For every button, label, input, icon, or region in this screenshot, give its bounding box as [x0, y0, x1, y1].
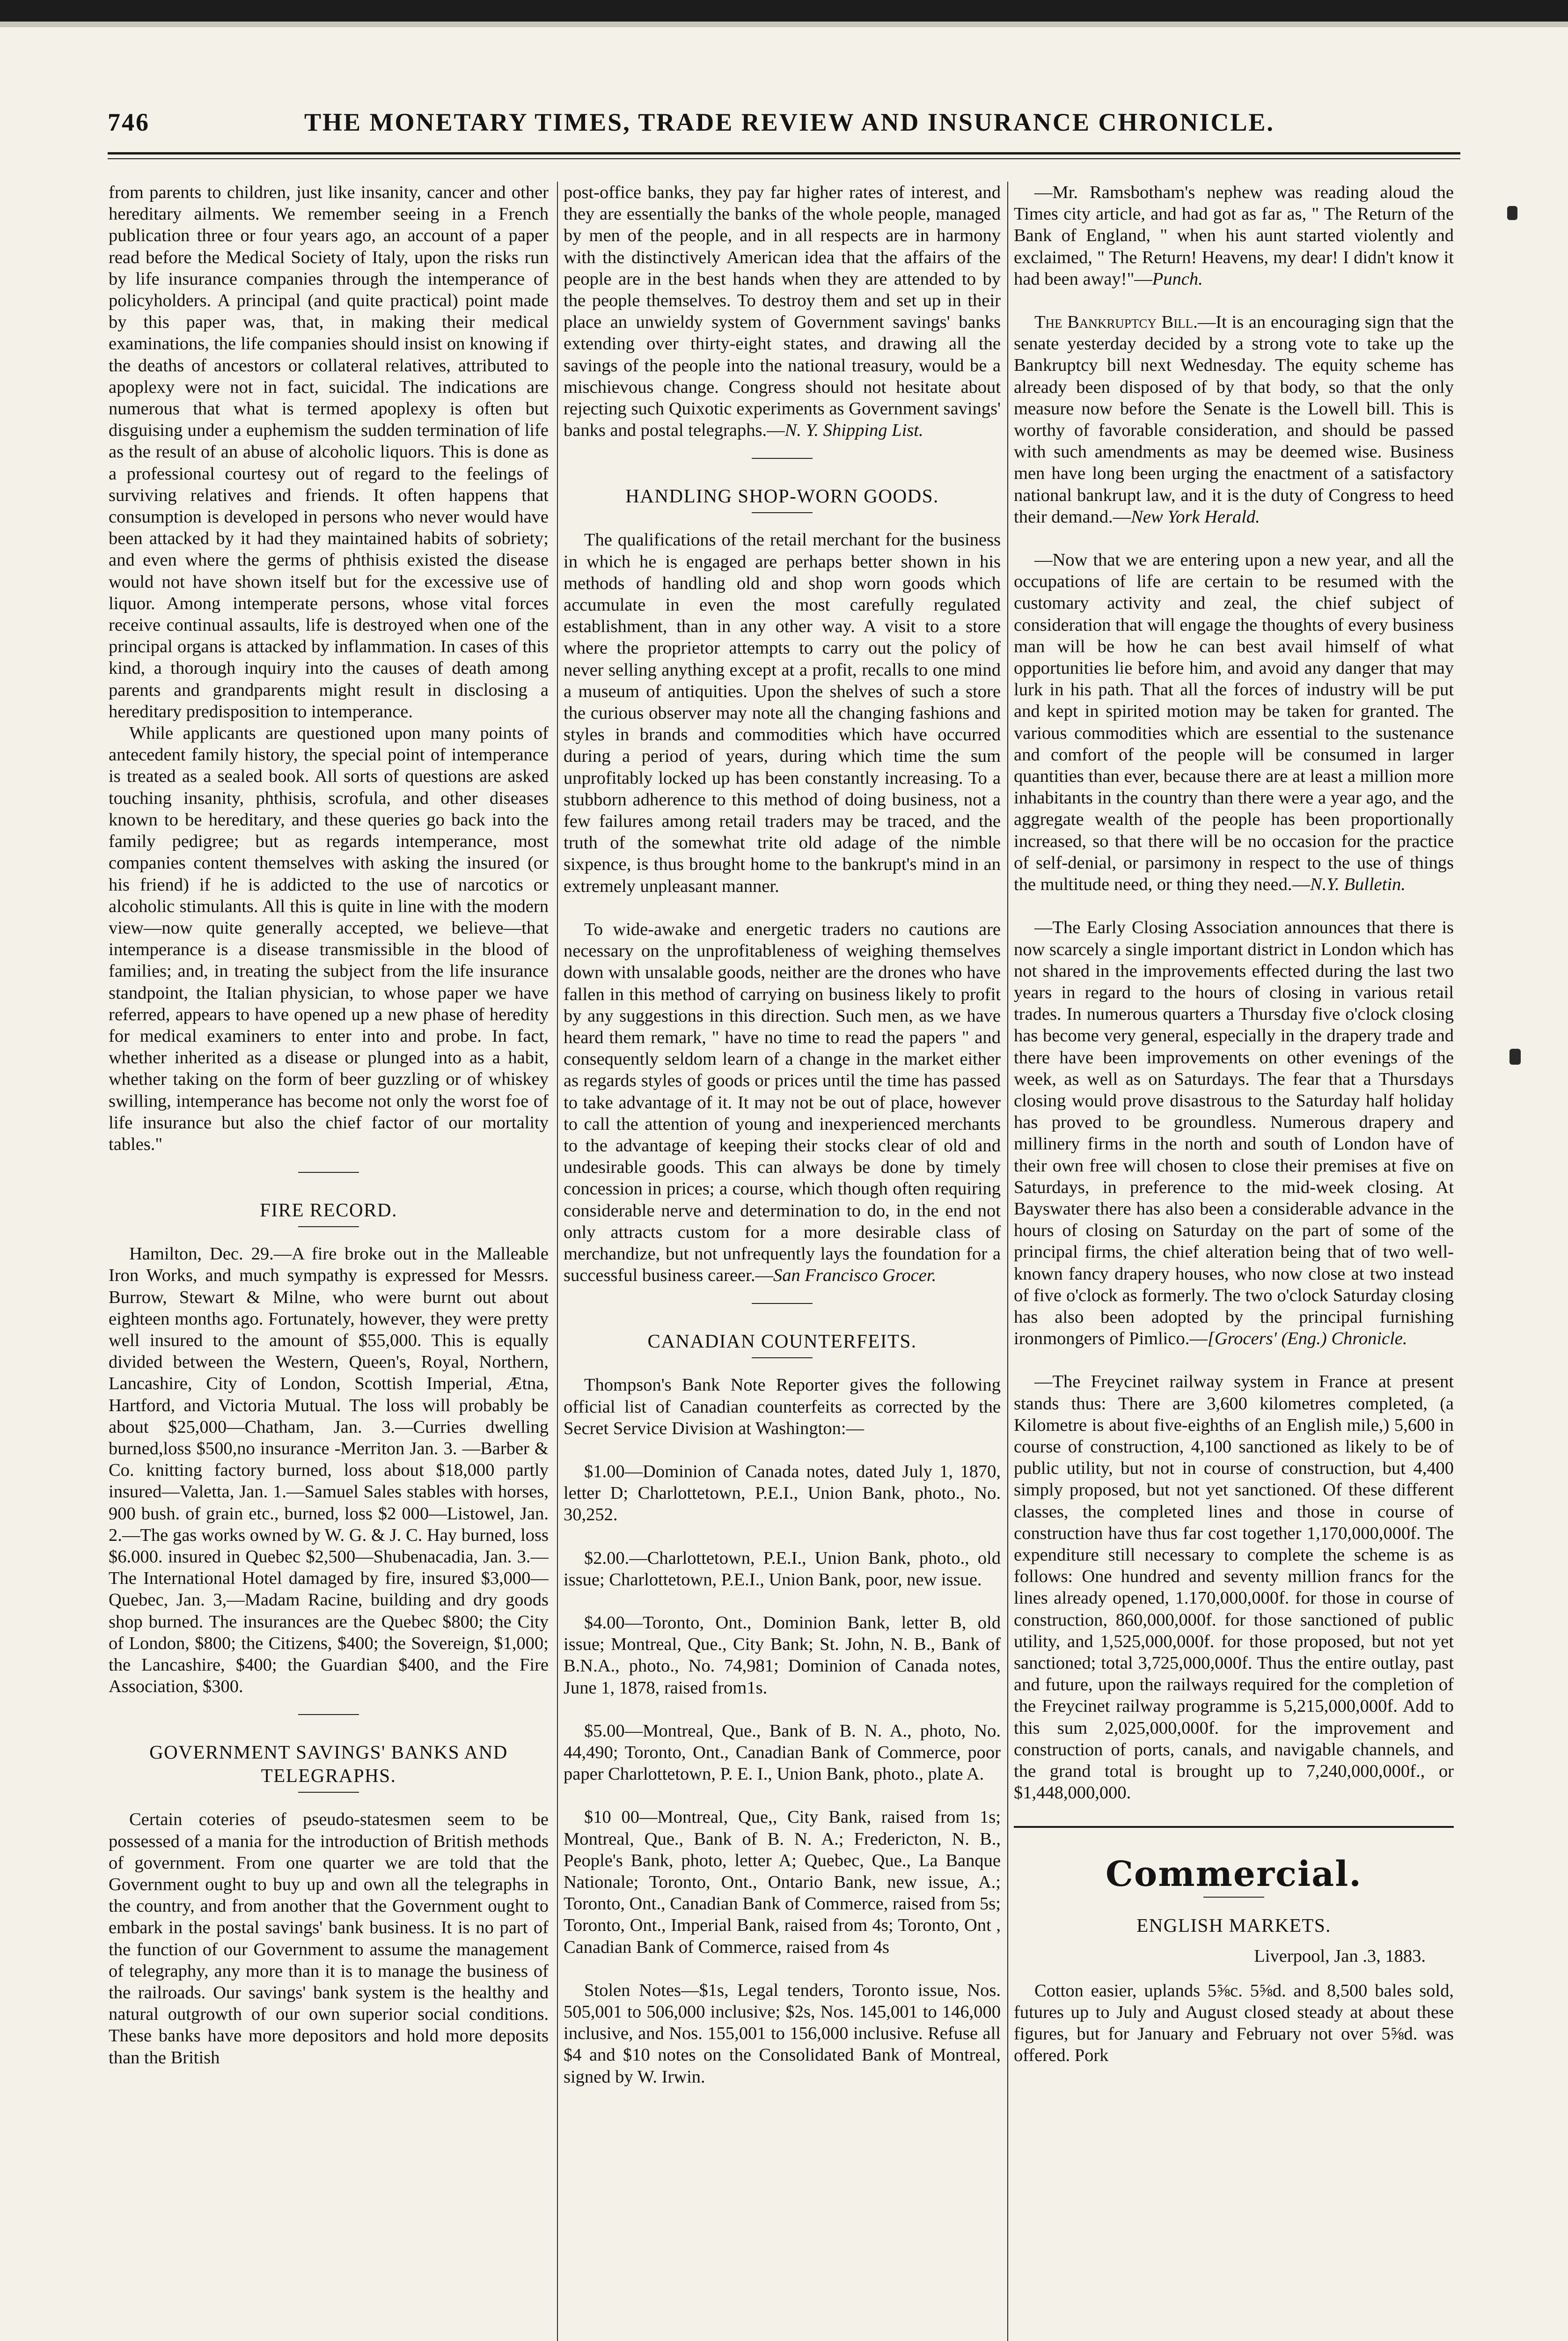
column-2 — [564, 182, 1001, 2341]
counterfeit-entry: $2.00.—Charlottetown, P.E.I., Union Bank, photo., old issue; Charlottetown, P.E.I., Union Bank, poor, new issue. — [564, 1548, 1001, 1590]
article-text: While applicants are questioned upon many points of antecedent family history, the special point of intemperance is treated as a sealed book. All sorts of questions are asked touching insanity, phthisis, scrofula, and other diseases known to be hereditary, and these queries go back into the family pedigree; but as regards intemperance, most companies content themselves with asking the insured (or his friend) if he is addicted to the use of narcotics or alcoholic stimulants. All this is quite in line with the modern view—now quite generally accepted, we believe—that intemperance is a disease transmissible in the blood of families; and, in treating the subject from the life insurance standpoint, the Italian physician, to whose paper we have referred, appears to have opened up a new phase of heredity for medical examiners to enter into and probe. In fact, whether inherited as a disease or plunged into as a habit, whether taking on the form of beer guzzling or of whiskey swilling, intemperance has become not only the worst foe of life insurance but also the chief factor of our mortality tables." — [109, 723, 549, 1154]
dateline: Liverpool, Jan .3, 1883. — [1254, 1946, 1426, 1966]
article-text: Certain coteries of pseudo-statesmen seem to be possessed of a mania for the introduction of British methods of government. From one quarter we are told that the Government ought to buy up and own all the telegraphs in the country, and from another that the Government ought to embark in the postal savings' bank business. It is no part of the function of our Government to assume the management of telegraphy, any more than it is to manage the business of the railroads. Our savings' bank system is the healthy and natural outgrowth of our own superior social conditions. These banks have more depositors and hold more deposits than the British — [109, 1810, 549, 2068]
section-heading: CANADIAN COUNTERFEITS. — [647, 1330, 917, 1352]
masthead-title: THE MONETARY TIMES, TRADE REVIEW AND INSURANCE CHRONICLE. — [304, 108, 1275, 136]
counterfeit-entry: $10 00—Montreal, Que,, City Bank, raised from 1s; Montreal, Que., Bank of B. N. A.; Fredericton, N. B., People's Bank, photo, letter A; Quebec, Que., La Banque Nationale; Toronto, Ont., Ontario Bank, new issue, A.; Toronto, Ont., Canadian Bank of Commerce, raised from 5s; Toronto, Ont., Imperial Bank, raised from 4s; Toronto, Ont , Canadian Bank of Commerce, raised from 4s — [564, 1807, 1001, 1957]
section-heading: FIRE RECORD. — [260, 1199, 397, 1221]
article-text: post-office banks, they pay far higher rates of interest, and they are essentially the banks of the whole people, managed by men of the people, and in all respects are in harmony with the distinctively American idea that the affairs of the people are in the best hands when they are attended to by the people themselves. To destroy them and set up in their place an unwieldy system of Government savings' banks extending over thirty-eight states, and drawing all the savings of the people into the national treasury, would be a mischievous change. Congress should not hesitate about rejecting such Quixotic experiments as Government savings' banks and postal telegraphs.—N. Y. Shipping List. — [564, 183, 1001, 441]
section-rule — [1203, 1897, 1264, 1898]
top-edge-strip — [0, 22, 1568, 27]
section-rule — [298, 1226, 359, 1227]
column-divider-2 — [1007, 182, 1008, 2341]
section-heading: ENGLISH MARKETS. — [1136, 1914, 1331, 1936]
section-rule — [298, 1714, 359, 1715]
section-rule-thick — [1014, 1826, 1454, 1828]
run-in-heading: The Bankruptcy Bill. — [1034, 312, 1198, 332]
source-credit: Punch. — [1152, 269, 1203, 289]
article-text: from parents to children, just like insanity, cancer and other hereditary ailments. We remember seeing in a French publication three or four years ago, an account of a paper read before the Medical Society of Italy, upon the risks run by life insurance companies through the intemperance of policyholders. A principal (and quite practical) point made by this paper was, that, in making their medical examinations, the life companies should insist on knowing if the deaths of ancestors or collateral relatives, attributed to apoplexy were not in fact, suicidal. The indications are numerous that what is termed apoplexy is often but disguising under a euphemism the sudden termination of life as the result of an abuse of alcoholic liquors. This is done as a professional courtesy out of regard to the feelings of surviving relatives and friends. It often happens that consumption is developed in persons who never would have been attacked by it had they maintained habits of sobriety; and even where the germs of phthisis existed the disease would not have shown itself but for the excessive use of liquor. Among intemperate persons, whose vital forces receive continual assaults, life is destroyed when one of the principal organs is attacked by inflammation. In cases of this kind, a thorough inquiry into the causes of death among parents and grandparents might result in disclosing a hereditary predisposition to intemperance. — [109, 183, 549, 721]
page-header — [108, 104, 1456, 137]
counterfeit-entry: $4.00—Toronto, Ont., Dominion Bank, letter B, old issue; Montreal, Que., City Bank; St. John, N. B., Bank of B.N.A., photo., No. 74,981; Dominion of Canada notes, June 1, 1878, raised from1s. — [564, 1612, 1001, 1698]
source-credit: N.Y. Bulletin. — [1310, 875, 1406, 895]
article-text: —The Freycinet railway system in France at present stands thus: There are 3,600 kilometres completed, (a Kilometre is about five-eighths of an English mile,) 5,600 in course of construction, 4,100 sanctioned as likely to be of public utility, but not in course of construction, but 4,400 simply proposed, but not yet sanctioned. Of these different classes, the completed lines and those in course of construction have thus far cost together 1,170,000,000f. The expenditure still necessary to complete the scheme is as follows: One hundred and seventy million francs for the lines already opened, 1.170,000,000f. for those in course of construction, 860,000,000f. for those sanctioned of public utility, and 1,525,000,000f. for those proposed, but not yet sanctioned; total 3,725,000,000f. Thus the entire outlay, past and future, upon the railways required for the completion of the Freycinet railway programme is 5,215,000,000f. Add to this sum 2,025,000,000f. for the improvement and construction of ports, canals, and navigable channels, and the grand total is brought up to 7,240,000,000f., or $1,448,000,000. — [1014, 1372, 1454, 1803]
article-text: The Bankruptcy Bill.—It is an encouraging sign that the senate yesterday decided by a strong vote to take up the Bankruptcy bill next Wednesday. The equity scheme has already been disposed of by that body, so that the only measure now before the Senate is the Lowell bill. This is worthy of favorable consideration, and should be passed with such amendments as may be deemed wise. Business men have long been urging the enactment of a satisfactory national bankrupt law, and it is the duty of Congress to heed their demand.—New York Herald. — [1014, 312, 1454, 527]
counterfeit-entry: Stolen Notes—$1s, Legal tenders, Toronto issue, Nos. 505,001 to 506,000 inclusive; $2s, Nos. 145,001 to 146,000 inclusive, and Nos. 155,001 to 156,000 inclusive. Refuse all $4 and $10 notes on the Consolidated Bank of Montreal, signed by W. Irwin. — [564, 1980, 1001, 2087]
margin-mark — [1507, 206, 1517, 220]
article-text: Hamilton, Dec. 29.—A fire broke out in the Malleable Iron Works, and much sympathy is expressed for Messrs. Burrow, Stewart & Milne, who were burnt out about eighteen months ago. Fortunately, however, they were pretty well insured to the amount of $55,000. This is equally divided between the Western, Queen's, Royal, Northern, Lancashire, City of London, Scottish Imperial, Ætna, Hartford, and Victoria Mutual. The loss will probably be about $25,000—Chatham, Jan. 3.—Curries dwelling burned,loss $500,no insurance -Merriton Jan. 3. —Barber & Co. knitting factory burned, loss about $18,000 partly insured—Valetta, Jan. 1.—Samuel Sales stables with horses, 900 bush. of grain etc., burned, loss $2 000—Listowel, Jan. 2.—The gas works owned by W. G. & J. C. Hay burned, loss $6.000. insured in Quebec $2,500—Shubenacadia, Jan. 3.—The International Hotel damaged by fire, insured $3,000—Quebec, Jan. 3,—Madam Racine, building and dry goods shop burned. The insurances are the Quebec $800; the City of London, $800; the Citizens, $400; the Sovereign, $1,000; the Lancashire, $400; the Guardian $400, and the Fire Association, $300. — [109, 1244, 549, 1697]
section-rule — [752, 458, 813, 459]
article-text: —Now that we are entering upon a new year, and all the occupations of life are certain to be resumed with the customary activity and zeal, the chief subject of consideration that will engage the thoughts of every business man will be how he can best avail himself of what opportunities lie before him, and avoid any danger that may lurk in his path. That all the forces of industry will be put and kept in spirited motion may be taken for granted. The various commodities which are essential to the sustenance and comfort of the people will be consumed in larger quantities than ever, because there are at least a million more inhabitants in the country than there were a year ago, and the aggregate wealth of the people has been proportionally increased, so that there will be no occasion for the practice of self-denial, or parsimony in respect to the use of things the multitude need, or thing they need.—N.Y. Bulletin. — [1014, 550, 1454, 895]
counterfeit-entry: $5.00—Montreal, Que., Bank of B. N. A., photo, No. 44,490; Toronto, Ont., Canadian Bank of Commerce, poor paper Charlottetown, P. E. I., Union Bank, photo., plate A. — [564, 1721, 1001, 1784]
top-edge-band — [0, 0, 1568, 22]
source-credit: [Grocers' (Eng.) Chronicle. — [1207, 1329, 1407, 1349]
column-divider-1 — [557, 182, 558, 2341]
section-rule — [752, 1357, 813, 1358]
column-3 — [1014, 182, 1454, 2341]
article-text: To wide-awake and energetic traders no cautions are necessary on the unprofitableness of weighing themselves down with unsalable goods, neither are the drones who have fallen in this method of carrying on business likely to profit by any suggestions in this direction. Such men, as we have heard them remark, " have no time to read the papers " and consequently seldom learn of a change in the market either as regards styles of goods or prices until the time has passed to take advantage of it. It may not be out of place, however to call the attention of young and inexperienced merchants to the advantage of keeping their stocks clear of old and undesirable goods. This can always be done by timely concession in prices; a course, which though often requiring considerable nerve and determination to do, in the end not only attracts custom for a more desirable class of merchandize, but not unfrequently lays the foundation for a successful business career.—San Francisco Grocer. — [564, 919, 1001, 1286]
section-rule — [298, 1172, 359, 1173]
article-text: The qualifications of the retail merchant for the business in which he is engaged are perhaps better shown in his methods of handling old and shop worn goods which accumulate in even the most carefully regulated establishment, than in any other way. A visit to a store where the proprietor attempts to carry out the policy of never selling anything except at a profit, recalls to one mind a museum of antiquities. Upon the shelves of such a store the curious observer may note all the changing fashions and styles in brands and commodities which have occurred during a period of years, during which time the sum unprofitably locked up has been constantly increasing. To a stubborn adherence to this method of doing business, not a few failures among retail traders may be traced, and the truth of the somewhat trite old adage of the nimble sixpence, is thus brought home to the bankrupt's mind in an extremely unpleasant manner. — [564, 530, 1001, 896]
article-text: —The Early Closing Association announces that there is now scarcely a single important district in London which has not shared in the improvements effected during the last two years in regard to the hours of closing in various retail trades. In numerous quarters a Thursday five o'clock closing has become very general, especially in the drapery trade and there have been improvements on other evenings of the week, as well as on Saturdays. The fear that a Thursdays closing would prove disastrous to the Saturday half holiday has proved to be groundless. Numerous drapery and millinery firms in the north and south of London have of their own free will chosen to close their premises at five on Saturdays, in preference to the mid-week closing. At Bayswater there has also been a considerable advance in the hours of closing on Saturday on the part of some of the principal firms, the chief alteration being that of two well-known fancy drapery houses, who now close at two instead of five o'clock as formerly. The two o'clock Saturday closing has also been adopted by the principal furnishing ironmongers of Pimlico.—[Grocers' (Eng.) Chronicle. — [1014, 918, 1454, 1349]
section-heading: HANDLING SHOP-WORN GOODS. — [625, 485, 939, 507]
source-credit: San Francisco Grocer. — [773, 1266, 937, 1286]
section-rule — [752, 512, 813, 513]
article-text: Thompson's Bank Note Reporter gives the following official list of Canadian counterfeits as corrected by the Secret Service Division at Washington:— — [564, 1375, 1001, 1438]
section-rule — [752, 1303, 813, 1304]
source-credit: New York Herald. — [1131, 507, 1260, 527]
source-credit: N. Y. Shipping List. — [784, 420, 923, 441]
column-1 — [109, 182, 549, 2341]
counterfeit-entry: $1.00—Dominion of Canada notes, dated July 1, 1870, letter D; Charlottetown, P.E.I., Union Bank, photo., No. 30,252. — [564, 1461, 1001, 1525]
article-text: —Mr. Ramsbotham's nephew was reading aloud the Times city article, and had got as far as, " The Return of the Bank of England, " when his aunt started violently and exclaimed, " The Return! Heavens, my dear! I didn't know it had been away!"—Punch. — [1014, 183, 1454, 289]
article-text: Cotton easier, uplands 5⅝c. 5⅝d. and 8,500 bales sold, futures up to July and August closed steady at about these figures, but for January and February not over 5⅝d. was offered. Pork — [1014, 1980, 1454, 2066]
margin-mark — [1509, 1049, 1521, 1065]
header-rule-thin — [108, 158, 1460, 159]
header-rule-thick — [108, 152, 1460, 155]
commercial-heading: Commercial. — [1106, 1854, 1362, 1895]
section-rule — [298, 1792, 359, 1793]
page-number: 746 — [108, 108, 150, 136]
section-heading: GOVERNMENT SAVINGS' BANKS AND TELEGRAPHS. — [149, 1741, 508, 1787]
